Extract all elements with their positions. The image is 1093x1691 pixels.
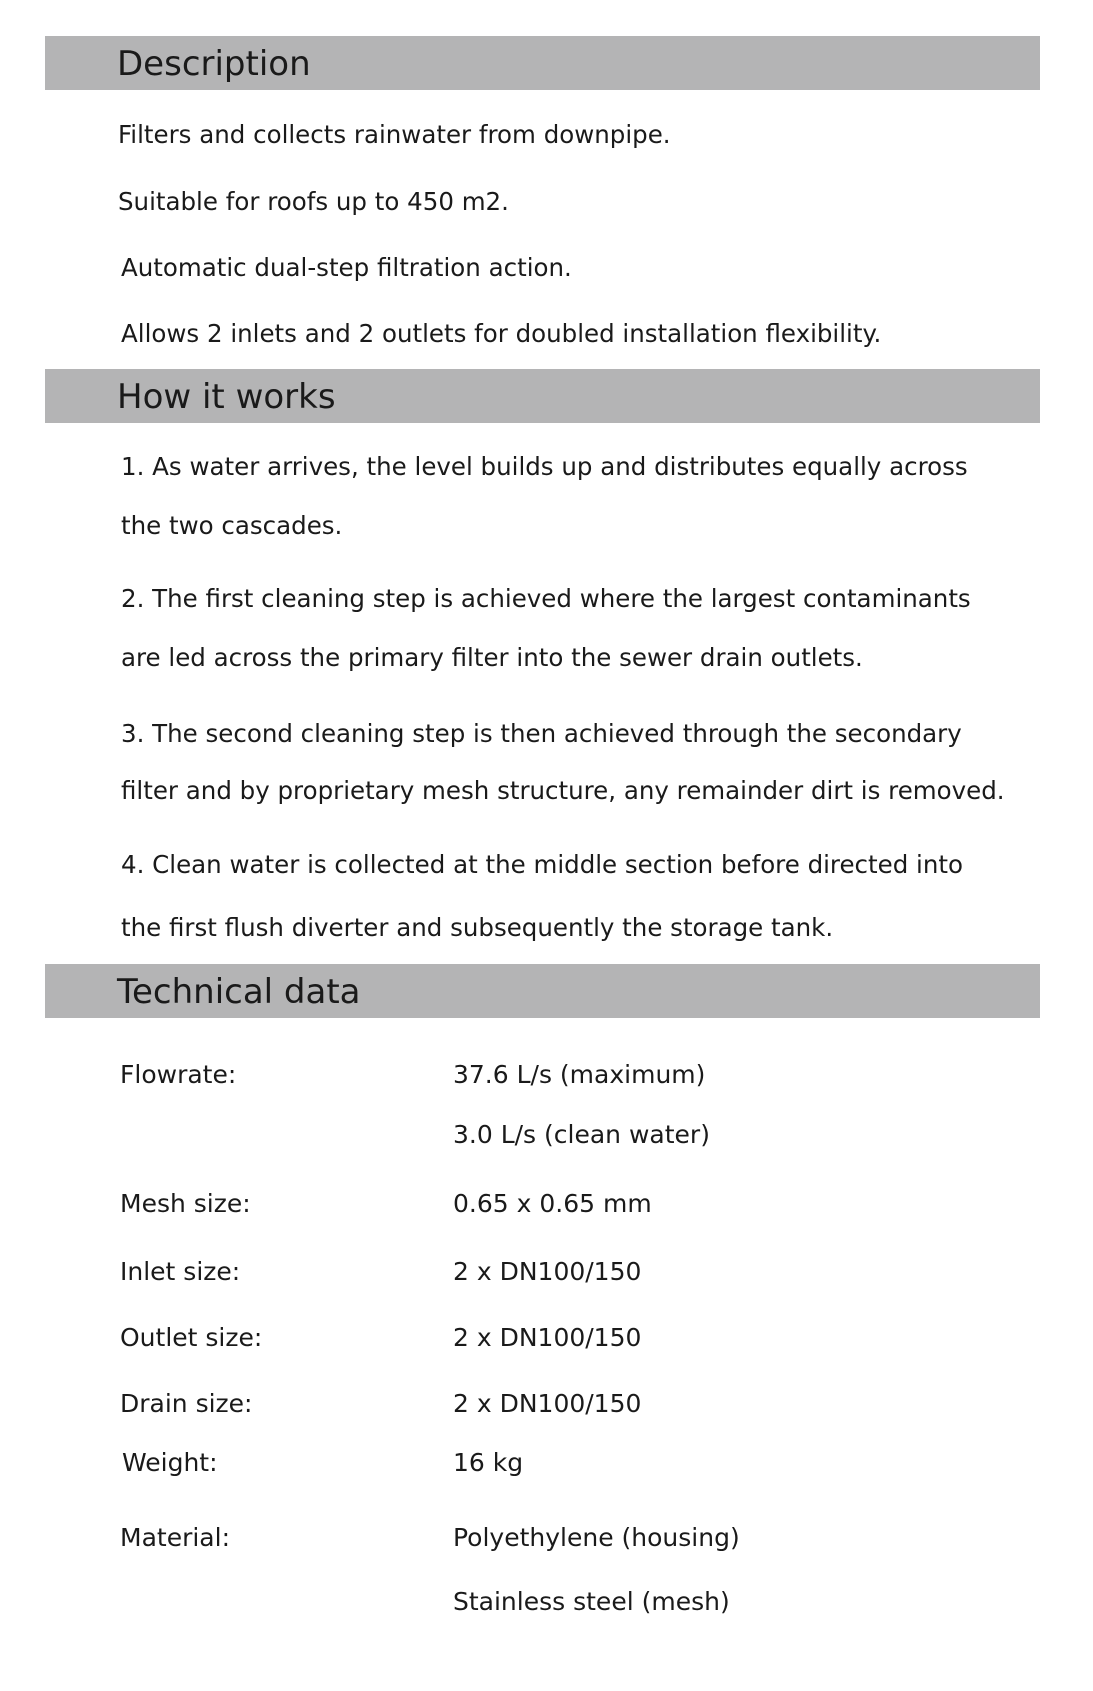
- flowrate-label: Flowrate:: [120, 1060, 237, 1089]
- material-value: Polyethylene (housing): [453, 1523, 740, 1552]
- flowrate-value: 37.6 L/s (maximum): [453, 1060, 706, 1089]
- material-label: Material:: [120, 1523, 230, 1552]
- outlet-size-value: 2 x DN100/150: [453, 1323, 642, 1352]
- mesh-size-label: Mesh size:: [120, 1189, 251, 1218]
- how-it-works-line: 3. The second cleaning step is then achieved through the secondary: [121, 719, 962, 748]
- weight-label: Weight:: [122, 1448, 218, 1477]
- description-heading: Description: [117, 44, 311, 84]
- drain-size-label: Drain size:: [120, 1389, 253, 1418]
- inlet-size-value: 2 x DN100/150: [453, 1257, 642, 1286]
- description-line: Allows 2 inlets and 2 outlets for doubled installation flexibility.: [121, 319, 882, 348]
- how-it-works-line: filter and by proprietary mesh structure, any remainder dirt is removed.: [121, 776, 1005, 805]
- how-it-works-line: 1. As water arrives, the level builds up and distributes equally across: [121, 452, 968, 481]
- material-value: Stainless steel (mesh): [453, 1587, 730, 1616]
- drain-size-value: 2 x DN100/150: [453, 1389, 642, 1418]
- mesh-size-value: 0.65 x 0.65 mm: [453, 1189, 652, 1218]
- how-it-works-line: are led across the primary filter into the sewer drain outlets.: [121, 643, 863, 672]
- flowrate-value: 3.0 L/s (clean water): [453, 1120, 710, 1149]
- technical-data-heading: Technical data: [117, 972, 361, 1012]
- description-header-band: [45, 36, 1040, 90]
- inlet-size-label: Inlet size:: [120, 1257, 241, 1286]
- description-line: Suitable for roofs up to 450 m2.: [118, 187, 509, 216]
- description-line: Automatic dual-step filtration action.: [121, 253, 572, 282]
- outlet-size-label: Outlet size:: [120, 1323, 263, 1352]
- how-it-works-line: the first flush diverter and subsequently the storage tank.: [121, 913, 834, 942]
- how-it-works-line: 2. The first cleaning step is achieved where the largest contaminants: [121, 584, 971, 613]
- how-it-works-line: 4. Clean water is collected at the middle section before directed into: [121, 850, 963, 879]
- description-line: Filters and collects rainwater from downpipe.: [118, 120, 671, 149]
- how-it-works-line: the two cascades.: [121, 511, 343, 540]
- weight-value: 16 kg: [453, 1448, 524, 1477]
- how-it-works-heading: How it works: [117, 377, 336, 417]
- how-it-works-header-band: [45, 369, 1040, 423]
- technical-data-header-band: [45, 964, 1040, 1018]
